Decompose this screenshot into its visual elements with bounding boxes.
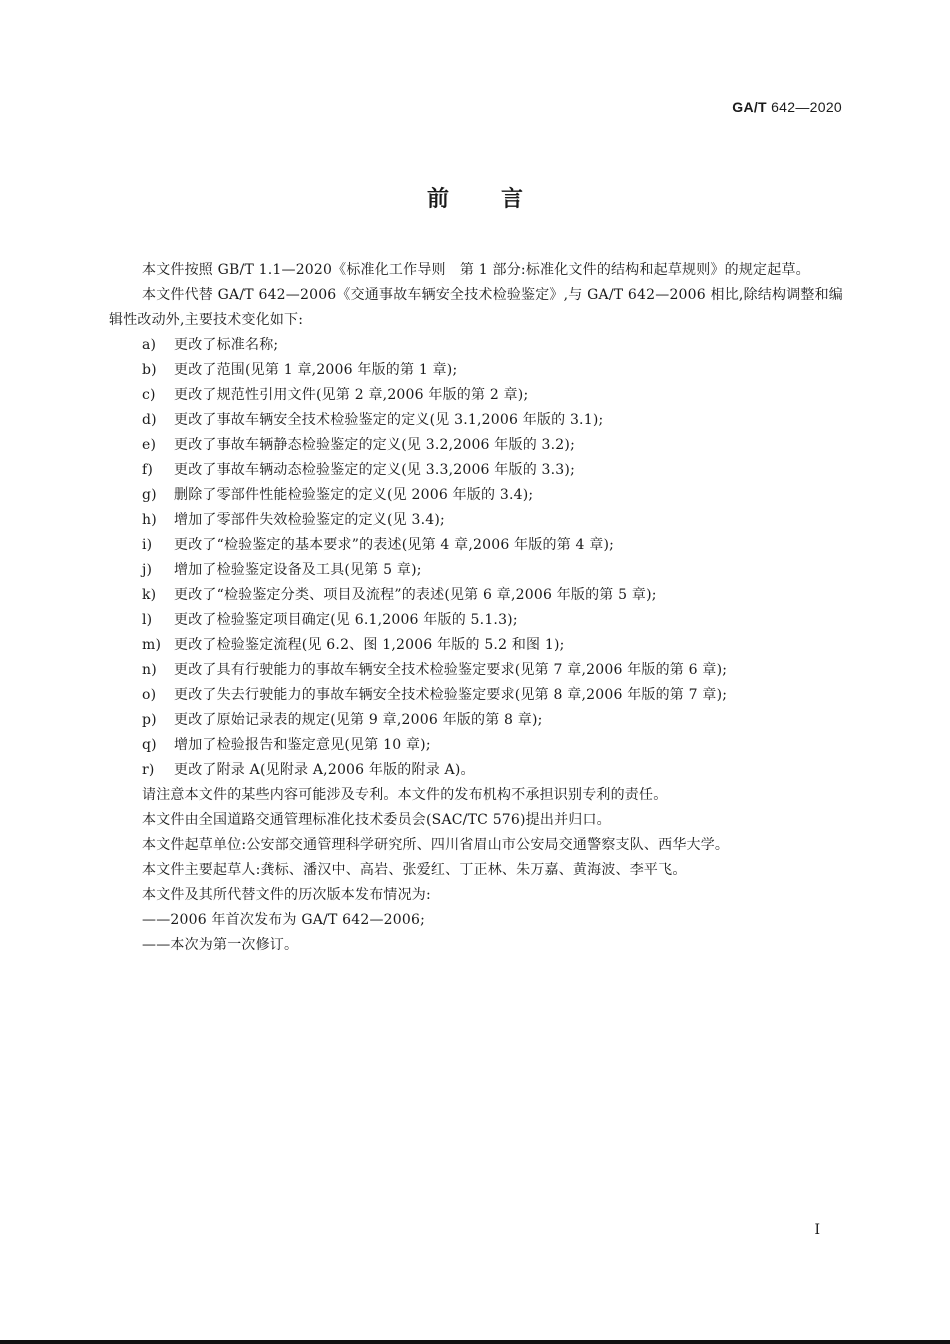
paragraph-patent-notice: 请注意本文件的某些内容可能涉及专利。本文件的发布机构不承担识别专利的责任。 [142,787,668,803]
changes-list [109,333,843,783]
list-item [109,608,843,633]
list-marker: a) [142,337,157,353]
list-item [109,333,843,358]
list-item [109,708,843,733]
list-marker: d) [142,412,157,428]
paragraph-history-intro: 本文件及其所代替文件的历次版本发布情况为: [142,887,431,903]
list-item [109,683,843,708]
list-item-text: 更改了标准名称; [174,337,279,353]
list-marker: l) [142,612,153,628]
document-code [732,99,842,115]
list-item [109,483,843,508]
paragraph-proposer: 本文件由全国道路交通管理标准化技术委员会(SAC/TC 576)提出并归口。 [142,812,611,828]
list-item [109,408,843,433]
list-item [109,658,843,683]
list-marker: f) [142,462,154,478]
list-item-text: 更改了规范性引用文件(见第 2 章,2006 年版的第 2 章); [174,387,529,403]
list-item [109,433,843,458]
list-marker: j) [142,562,153,578]
list-item-text: 更改了“检验鉴定的基本要求”的表述(见第 4 章,2006 年版的第 4 章); [174,537,615,553]
list-marker: i) [142,537,153,553]
list-item-text: 更改了事故车辆安全技术检验鉴定的定义(见 3.1,2006 年版的 3.1); [174,412,604,428]
list-item-text: 增加了零部件失效检验鉴定的定义(见 3.4); [174,512,445,528]
list-item [109,633,843,658]
document-code-org: GA/T [732,99,767,115]
paragraph-drafting-rules: 本文件按照 GB/T 1.1—2020《标准化工作导则 第 1 部分:标准化文件的结构和起草规则》的规定起草。 [142,262,810,278]
list-item-text: 更改了事故车辆动态检验鉴定的定义(见 3.3,2006 年版的 3.3); [174,462,575,478]
paragraph-drafters: 本文件主要起草人:龚标、潘汉中、高岩、张爱红、丁正林、朱万嘉、黄海波、李平飞。 [142,862,687,878]
list-marker: p) [142,712,157,728]
list-item [109,758,843,783]
list-item-text: 更改了检验鉴定项目确定(见 6.1,2006 年版的 5.1.3); [174,612,518,628]
list-marker: h) [142,512,157,528]
page-title: 前言 [426,187,575,212]
bottom-border [0,1340,950,1344]
list-item [109,733,843,758]
list-marker: c) [142,387,156,403]
list-marker: m) [142,637,162,653]
history-item: ——本次为第一次修订。 [142,937,299,953]
paragraph-replacement: 本文件代替 GA/T 642—2006《交通事故车辆安全技术检验鉴定》,与 GA/T 642—2006 相比,除结构调整和编辑性改动外,主要技术变化如下: [109,287,843,328]
list-marker: k) [142,587,157,603]
foreword-body [109,258,843,958]
list-item [109,558,843,583]
list-marker: b) [142,362,157,378]
list-item-text: 更改了原始记录表的规定(见第 9 章,2006 年版的第 8 章); [174,712,543,728]
list-item-text: 增加了检验鉴定设备及工具(见第 5 章); [174,562,422,578]
list-item-text: 增加了检验报告和鉴定意见(见第 10 章); [174,737,431,753]
list-item-text: 更改了检验鉴定流程(见 6.2、图 1,2006 年版的 5.2 和图 1); [174,637,565,653]
list-item-text: 更改了具有行驶能力的事故车辆安全技术检验鉴定要求(见第 7 章,2006 年版的第 6 章); [174,662,728,678]
paragraph-drafting-units: 本文件起草单位:公安部交通管理科学研究所、四川省眉山市公安局交通警察支队、西华大学。 [142,837,730,853]
list-item [109,358,843,383]
list-marker: r) [142,762,155,778]
list-marker: e) [142,437,157,453]
list-marker: o) [142,687,157,703]
list-item [109,383,843,408]
list-item [109,583,843,608]
list-item-text: 更改了范围(见第 1 章,2006 年版的第 1 章); [174,362,458,378]
list-item-text: 更改了“检验鉴定分类、项目及流程”的表述(见第 6 章,2006 年版的第 5 章); [174,587,657,603]
history-item: ——2006 年首次发布为 GA/T 642—2006; [142,912,425,928]
list-item [109,508,843,533]
list-marker: g) [142,487,157,503]
page-number: I [814,1222,820,1238]
list-item-text: 更改了事故车辆静态检验鉴定的定义(见 3.2,2006 年版的 3.2); [174,437,575,453]
list-item-text: 更改了失去行驶能力的事故车辆安全技术检验鉴定要求(见第 8 章,2006 年版的第 7 章); [174,687,728,703]
document-code-number: 642—2020 [766,99,842,115]
list-item [109,458,843,483]
list-marker: n) [142,662,157,678]
list-item [109,533,843,558]
list-item-text: 删除了零部件性能检验鉴定的定义(见 2006 年版的 3.4); [174,487,534,503]
list-marker: q) [142,737,157,753]
list-item-text: 更改了附录 A(见附录 A,2006 年版的附录 A)。 [174,762,475,778]
